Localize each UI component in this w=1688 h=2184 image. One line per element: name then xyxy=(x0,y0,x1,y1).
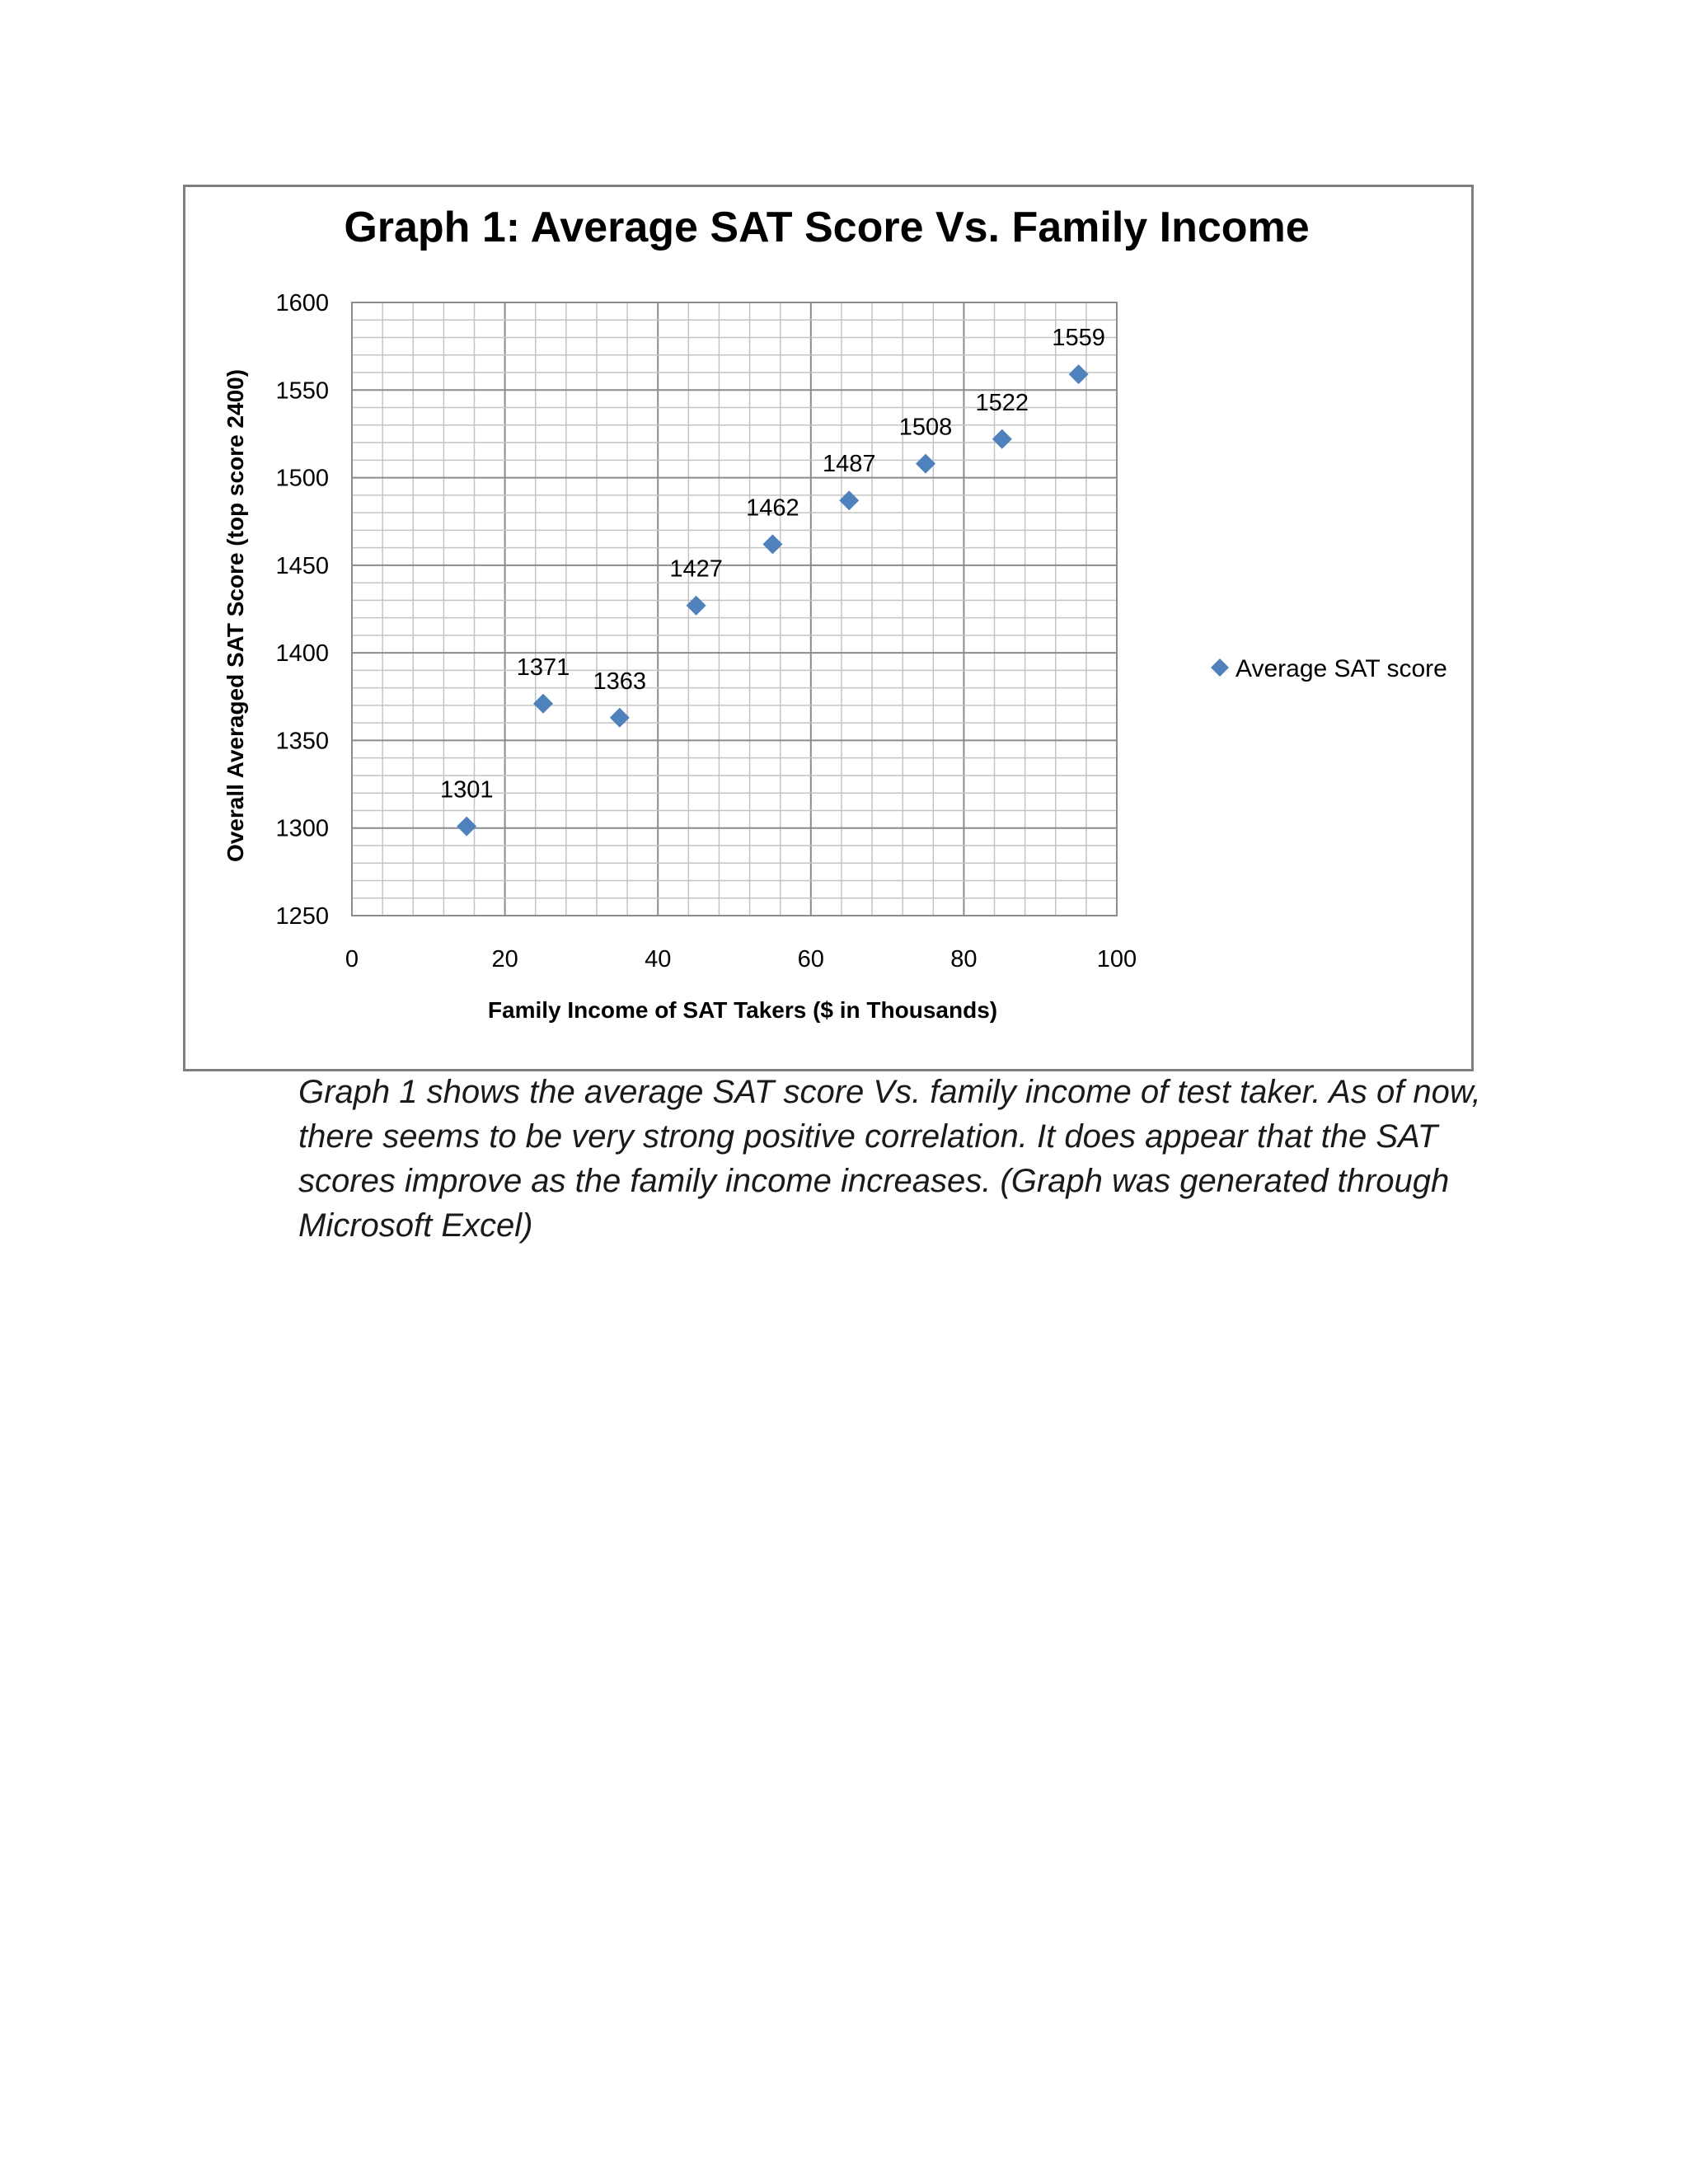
y-tick-label: 1350 xyxy=(275,728,329,755)
data-label: 1427 xyxy=(669,555,723,583)
data-label: 1363 xyxy=(593,668,647,695)
y-tick-label: 1450 xyxy=(275,552,329,579)
figure-caption: Graph 1 shows the average SAT score Vs. family income of test taker. As of now, there seems to be very strong positive correlation. It does appear that the SAT scores improve as the family income increases. (Graph was generated through Microsoft Excel) xyxy=(298,1074,1481,1244)
scatter-chart xyxy=(185,187,1471,1069)
y-tick-label: 1400 xyxy=(275,640,329,668)
chart-container xyxy=(183,185,1474,1071)
data-label: 1487 xyxy=(822,451,876,478)
data-label: 1522 xyxy=(975,389,1029,416)
x-tick-label: 0 xyxy=(345,946,359,972)
data-labels xyxy=(440,325,1105,803)
data-point xyxy=(457,817,476,837)
x-tick-label: 40 xyxy=(645,946,672,972)
chart-title: Graph 1: Average SAT Score Vs. Family Income xyxy=(344,204,1310,251)
data-point xyxy=(533,694,553,714)
y-tick-label: 1500 xyxy=(275,465,329,492)
x-tick-label: 80 xyxy=(950,946,978,972)
x-tick-label: 100 xyxy=(1096,946,1137,972)
legend xyxy=(1211,655,1447,682)
legend-label: Average SAT score xyxy=(1236,655,1447,682)
data-point xyxy=(762,534,782,554)
x-axis-label: Family Income of SAT Takers ($ in Thousands) xyxy=(487,997,998,1023)
data-label: 1462 xyxy=(746,494,799,522)
y-tick-label: 1600 xyxy=(275,290,329,316)
data-label: 1508 xyxy=(898,414,953,441)
x-tick-label: 20 xyxy=(491,946,518,972)
y-tick-label: 1550 xyxy=(275,377,329,405)
data-label: 1559 xyxy=(1052,325,1105,352)
data-label: 1301 xyxy=(439,776,494,804)
legend-marker-icon xyxy=(1211,658,1229,677)
data-point xyxy=(916,454,935,474)
data-point xyxy=(1069,364,1089,384)
data-point xyxy=(687,596,706,616)
y-tick-label: 1250 xyxy=(275,903,329,930)
x-tick-label: 60 xyxy=(797,946,824,972)
y-tick-label: 1300 xyxy=(275,815,329,842)
data-point xyxy=(992,429,1012,449)
data-label: 1371 xyxy=(516,654,570,681)
y-axis-label: Overall Averaged SAT Score (top score 2400) xyxy=(223,368,248,863)
data-point xyxy=(839,490,859,510)
data-point xyxy=(610,708,630,728)
